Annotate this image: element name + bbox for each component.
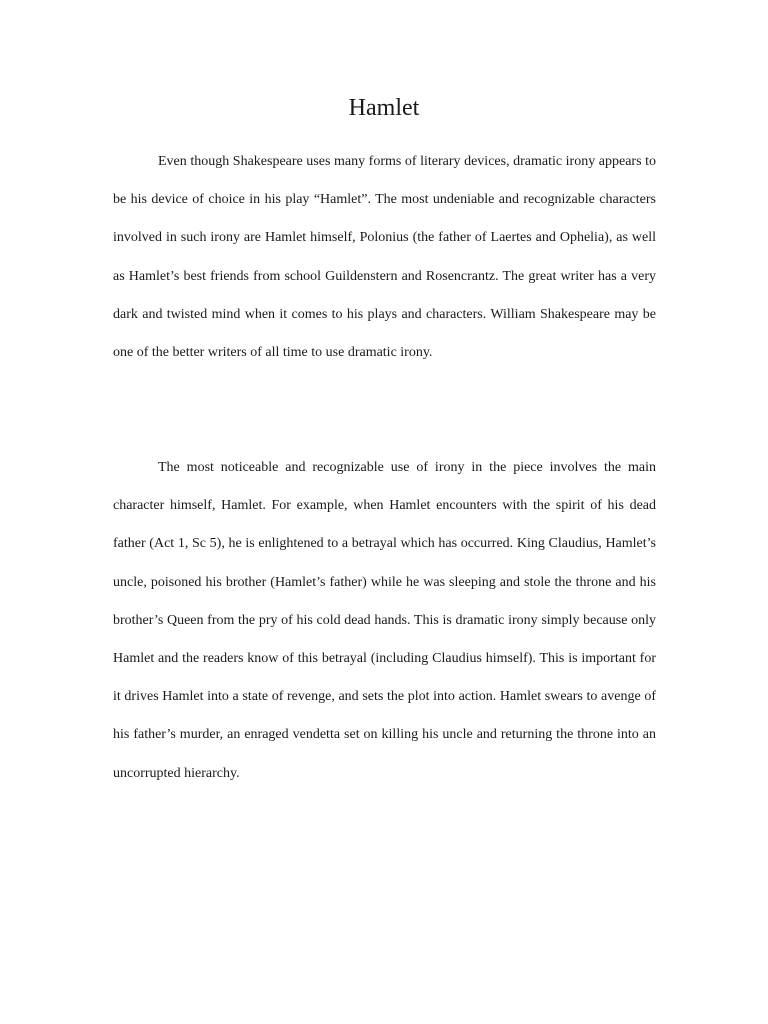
paragraph-2: The most noticeable and recognizable use of irony in the piece involves the main character himself, Hamlet. For example, when Hamlet encounters with the spirit of his dead father (Act 1, Sc 5), he is enlightened to a betrayal which has occurred. King Claudius, Hamlet’s uncle, poisoned his brother (Hamlet’s father) while he was sleeping and stole the throne and his brother’s Queen from the pry of his cold dead hands. This is dramatic irony simply because only Hamlet and the readers know of this betrayal (including Claudius himself). This is important for it drives Hamlet into a state of revenge, and sets the plot into action. Hamlet swears to avenge of his father’s murder, an enraged vendetta set on killing his uncle and returning the throne into an uncorrupted hierarchy.: [113, 460, 656, 781]
document-title: Hamlet: [348, 95, 420, 121]
paragraph-1: Even though Shakespeare uses many forms of literary devices, dramatic irony appears to be his device of choice in his play “Hamlet”. The most undeniable and recognizable characters involved in such irony are Hamlet himself, Polonius (the father of Laertes and Ophelia), as well as Hamlet’s best friends from school Guildenstern and Rosencrantz. The great writer has a very dark and twisted mind when it comes to his plays and characters. William Shakespeare may be one of the better writers of all time to use dramatic irony.: [113, 154, 656, 361]
